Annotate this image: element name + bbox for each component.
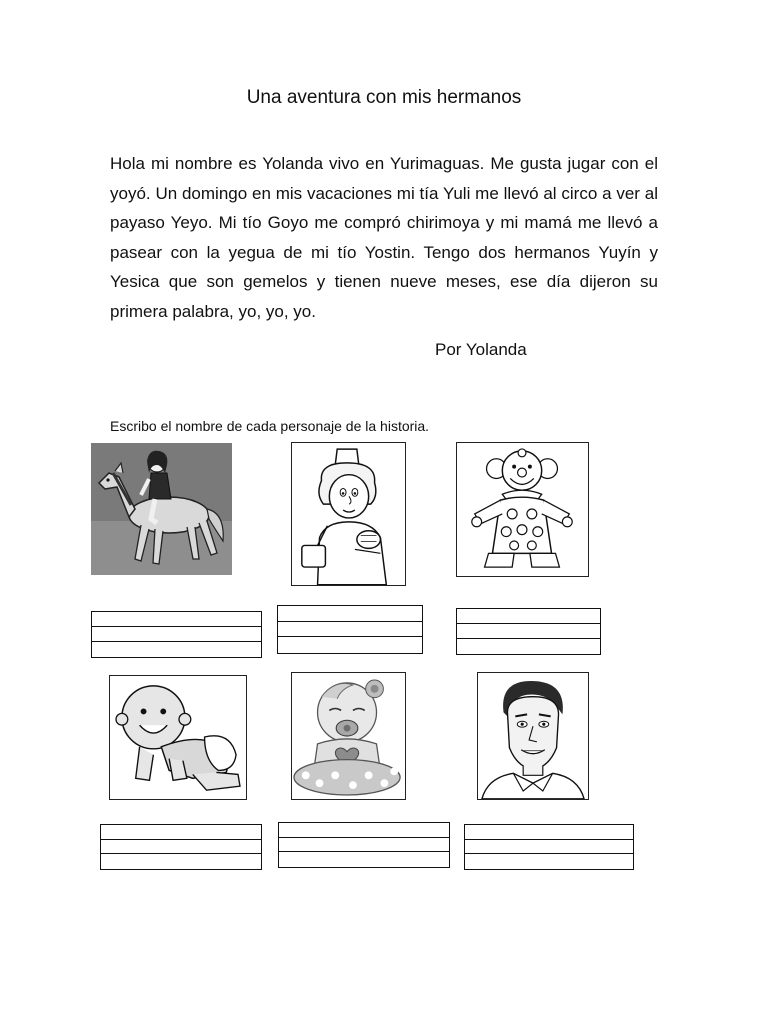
answer-line[interactable] <box>92 642 261 657</box>
answer-lines-aunt[interactable] <box>277 605 423 654</box>
answer-line[interactable] <box>465 840 633 855</box>
answer-line[interactable] <box>279 838 449 853</box>
answer-line[interactable] <box>278 606 422 622</box>
horse-icon <box>91 443 232 575</box>
answer-line[interactable] <box>457 639 600 654</box>
answer-line[interactable] <box>279 823 449 838</box>
answer-line[interactable] <box>278 637 422 653</box>
answer-line[interactable] <box>101 825 261 840</box>
answer-line[interactable] <box>465 854 633 869</box>
baby-girl-icon <box>292 673 405 799</box>
answer-lines-baby-boy[interactable] <box>100 824 262 870</box>
answer-line[interactable] <box>92 612 261 627</box>
woman-icon <box>292 443 405 585</box>
answer-lines-uncle[interactable] <box>464 824 634 870</box>
man-icon <box>478 673 588 799</box>
exercise-instruction: Escribo el nombre de cada personaje de la historia. <box>110 418 430 434</box>
answer-line[interactable] <box>457 609 600 624</box>
aunt-picture <box>291 442 406 586</box>
baby-boy-picture <box>109 675 247 800</box>
answer-line[interactable] <box>278 622 422 638</box>
answer-lines-clown[interactable] <box>456 608 601 655</box>
story-signature: Por Yolanda <box>435 340 527 359</box>
uncle-picture <box>477 672 589 800</box>
crawling-baby-icon <box>110 676 246 799</box>
answer-line[interactable] <box>457 624 600 639</box>
answer-line[interactable] <box>101 854 261 869</box>
answer-lines-girl-on-horse[interactable] <box>91 611 262 658</box>
answer-lines-baby-girl[interactable] <box>278 822 450 868</box>
answer-line[interactable] <box>465 825 633 840</box>
girl-on-horse-picture <box>91 443 232 575</box>
baby-girl-picture <box>291 672 406 800</box>
page-title: Una aventura con mis hermanos <box>246 87 522 108</box>
story-paragraph: Hola mi nombre es Yolanda vivo en Yurimaguas. Me gusta jugar con el yoyó. Un domingo en mis vacaciones mi tía Yuli me llevó al circo a ver al payaso Yeyo. Mi tío Goyo me compró chirimoya y mi mamá me llevó a pasear con la yegua de mi tío Yostin. Tengo dos hermanos Yuyín y Yesica que son gemelos y tienen nueve meses, ese día dijeron su primera palabra, yo, yo, yo. <box>110 154 658 321</box>
answer-line[interactable] <box>101 840 261 855</box>
answer-line[interactable] <box>279 852 449 867</box>
clown-icon <box>457 443 588 576</box>
clown-picture <box>456 442 589 577</box>
answer-line[interactable] <box>92 627 261 642</box>
